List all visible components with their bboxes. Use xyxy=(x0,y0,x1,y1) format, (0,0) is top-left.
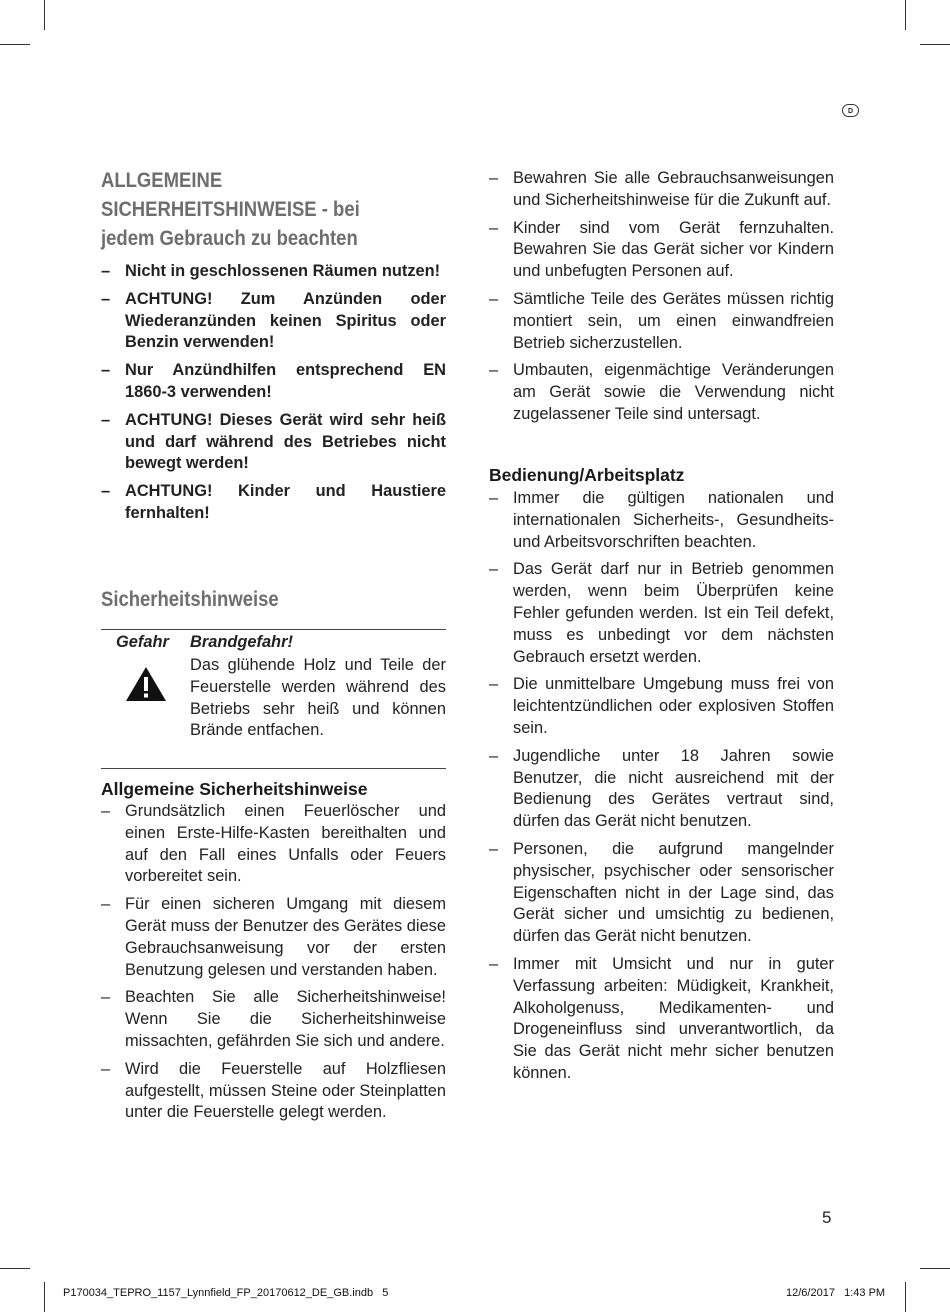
main-heading-line: ALLGEMEINE xyxy=(101,169,223,192)
page-number: 5 xyxy=(822,1208,832,1227)
list-item: – Kinder sind vom Gerät fernzuhalten. Bewahren Sie das Gerät sicher vor Kindern und unbefugten Personen auf. xyxy=(489,218,834,283)
general-list xyxy=(489,168,834,432)
operation-list xyxy=(489,488,834,1091)
list-item: – Umbauten, eigenmächtige Veränderungen am Gerät sowie die Verwendung nicht zugelassener Teile sind untersagt. xyxy=(489,360,834,425)
main-heading-line: SICHERHEITSHINWEISE - bei xyxy=(101,198,360,221)
crop-mark xyxy=(920,44,950,45)
warning-list xyxy=(101,261,446,531)
list-item: – Für einen sicheren Umgang mit diesem Gerät muss der Benutzer des Gerätes diese Gebrauchsanweisung vor der ersten Benutzung gelesen und verstanden haben. xyxy=(101,894,446,981)
list-item: – Jugendliche unter 18 Jahren sowie Benutzer, die nicht ausreichend mit der Bedienung des Gerätes vertraut sind, dürfen das Gerät nicht benutzen. xyxy=(489,746,834,833)
crop-mark xyxy=(905,1282,906,1312)
list-item: – Nur Anzündhilfen entsprechend EN 1860-3 verwenden! xyxy=(101,360,446,404)
crop-mark xyxy=(920,1268,950,1269)
warning-title: Brandgefahr! xyxy=(190,633,293,651)
list-item: – Bewahren Sie alle Gebrauchsanweisungen und Sicherheitshinweise für die Zukunft auf. xyxy=(489,168,834,212)
warning-box xyxy=(101,629,446,769)
list-item: – Das Gerät darf nur in Betrieb genommen werden, wenn beim Überprüfen keine Fehler gefunden werden. Ist ein Teil defekt, muss es unbedingt vor dem nächsten Gebrauch ersetzt werden. xyxy=(489,559,834,668)
crop-mark xyxy=(44,0,45,30)
crop-mark xyxy=(0,44,30,45)
list-item: – Wird die Feuerstelle auf Holzfliesen aufgestellt, müssen Steine oder Steinplatten unter die Feuerstelle gelegt werden. xyxy=(101,1059,446,1124)
crop-mark xyxy=(0,1268,30,1269)
list-item: – ACHTUNG! Zum Anzünden oder Wiederanzünden keinen Spiritus oder Benzin verwenden! xyxy=(101,289,446,354)
language-badge: D xyxy=(842,104,859,117)
warning-triangle-icon xyxy=(125,666,167,702)
list-item: – Sämtliche Teile des Gerätes müssen richtig montiert sein, um einen einwandfreien Betrieb sicherzustellen. xyxy=(489,289,834,354)
crop-mark xyxy=(44,1282,45,1312)
list-item: – Grundsätzlich einen Feuerlöscher und einen Erste-Hilfe-Kasten bereithalten und auf den Fall eines Unfalls oder Feuers vorbereitet sein. xyxy=(101,801,446,888)
warning-label: Gefahr xyxy=(116,633,169,651)
main-heading-line: jedem Gebrauch zu beachten xyxy=(101,227,358,250)
footer-date: 12/6/2017 1:43 PM xyxy=(786,1287,886,1299)
safety-list xyxy=(101,801,446,1130)
crop-mark xyxy=(905,0,906,30)
footer-file: P170034_TEPRO_1157_Lynnfield_FP_20170612_DE_GB.indb 5 xyxy=(63,1287,389,1299)
section-heading: Sicherheitshinweise xyxy=(101,588,279,611)
main-heading xyxy=(101,166,449,253)
list-item: – Immer mit Umsicht und nur in guter Verfassung arbeiten: Müdigkeit, Krankheit, Alkoholgenuss, Medikamenten- und Drogeneinfluss sind unverantwortlich, da Sie das Gerät nicht mehr sicher benutzen können. xyxy=(489,954,834,1085)
warning-text: Das glühende Holz und Teile der Feuerstelle werden während des Betriebs sehr heiß und können Brände entfachen. xyxy=(190,656,446,740)
list-item: – Personen, die aufgrund mangelnder physischer, psychischer oder sensorischer Eigenschaften nicht in der Lage sind, das Gerät sicher und umsichtig zu bedienen, dürfen das Gerät nicht benutzen. xyxy=(489,839,834,948)
list-item: – Die unmittelbare Umgebung muss frei von leichtentzündlichen oder explosiven Stoffen sein. xyxy=(489,674,834,739)
list-item: – Immer die gültigen nationalen und internationalen Sicherheits-, Gesundheits- und Arbeitsvorschriften beachten. xyxy=(489,488,834,553)
subheading: Allgemeine Sicherheitshinweise xyxy=(101,779,368,799)
subheading: Bedienung/Arbeitsplatz xyxy=(489,465,685,485)
list-item: – Nicht in geschlossenen Räumen nutzen! xyxy=(101,261,446,283)
list-item: – ACHTUNG! Kinder und Haustiere fernhalten! xyxy=(101,481,446,525)
list-item: – Beachten Sie alle Sicherheitshinweise! Wenn Sie die Sicherheitshinweise missachten, gefährden Sie sich und andere. xyxy=(101,987,446,1052)
list-item: – ACHTUNG! Dieses Gerät wird sehr heiß und darf während des Betriebes nicht bewegt werden! xyxy=(101,410,446,475)
